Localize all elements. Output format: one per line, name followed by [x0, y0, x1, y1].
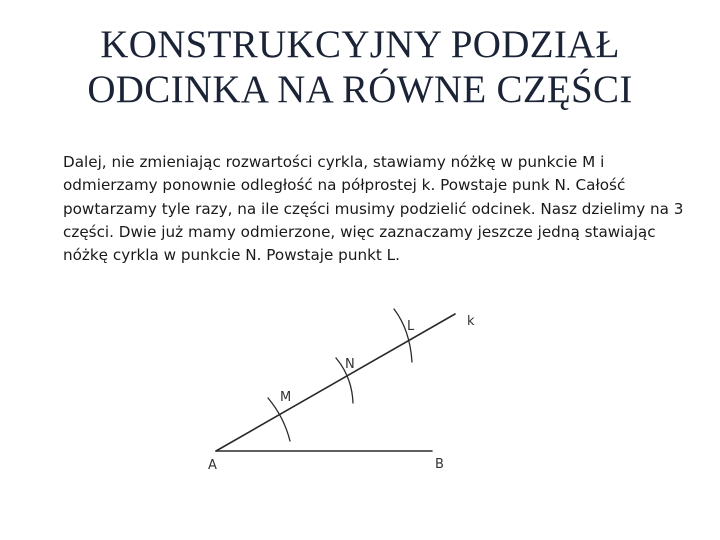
- arc-l: [394, 309, 412, 362]
- label-point-n: N: [345, 357, 355, 372]
- title-line-1: KONSTRUKCYJNY PODZIAŁ: [100, 23, 620, 66]
- label-point-b: B: [435, 457, 444, 472]
- label-point-m: M: [280, 390, 292, 405]
- label-point-l: L: [407, 319, 415, 334]
- ray-k: [216, 314, 455, 451]
- title-line-2: ODCINKA NA RÓWNE CZĘŚCI: [87, 68, 633, 111]
- body-paragraph: Dalej, nie zmieniając rozwartości cyrkla, stawiamy nóżkę w punkcie M i odmierzamy ponownie odległość na półprostej k. Powstaje punk N. Całość powtarzamy tyle razy, na ile części musimy podzielić odcinek. Nasz dzielimy na 3 części. Dwie już mamy odmierzone, więc zaznaczamy jeszcze jedną stawiając nóżkę cyrkla w punkcie N. Powstaje punkt L.: [63, 153, 684, 265]
- label-point-a: A: [208, 458, 217, 473]
- label-ray-k: k: [467, 314, 475, 329]
